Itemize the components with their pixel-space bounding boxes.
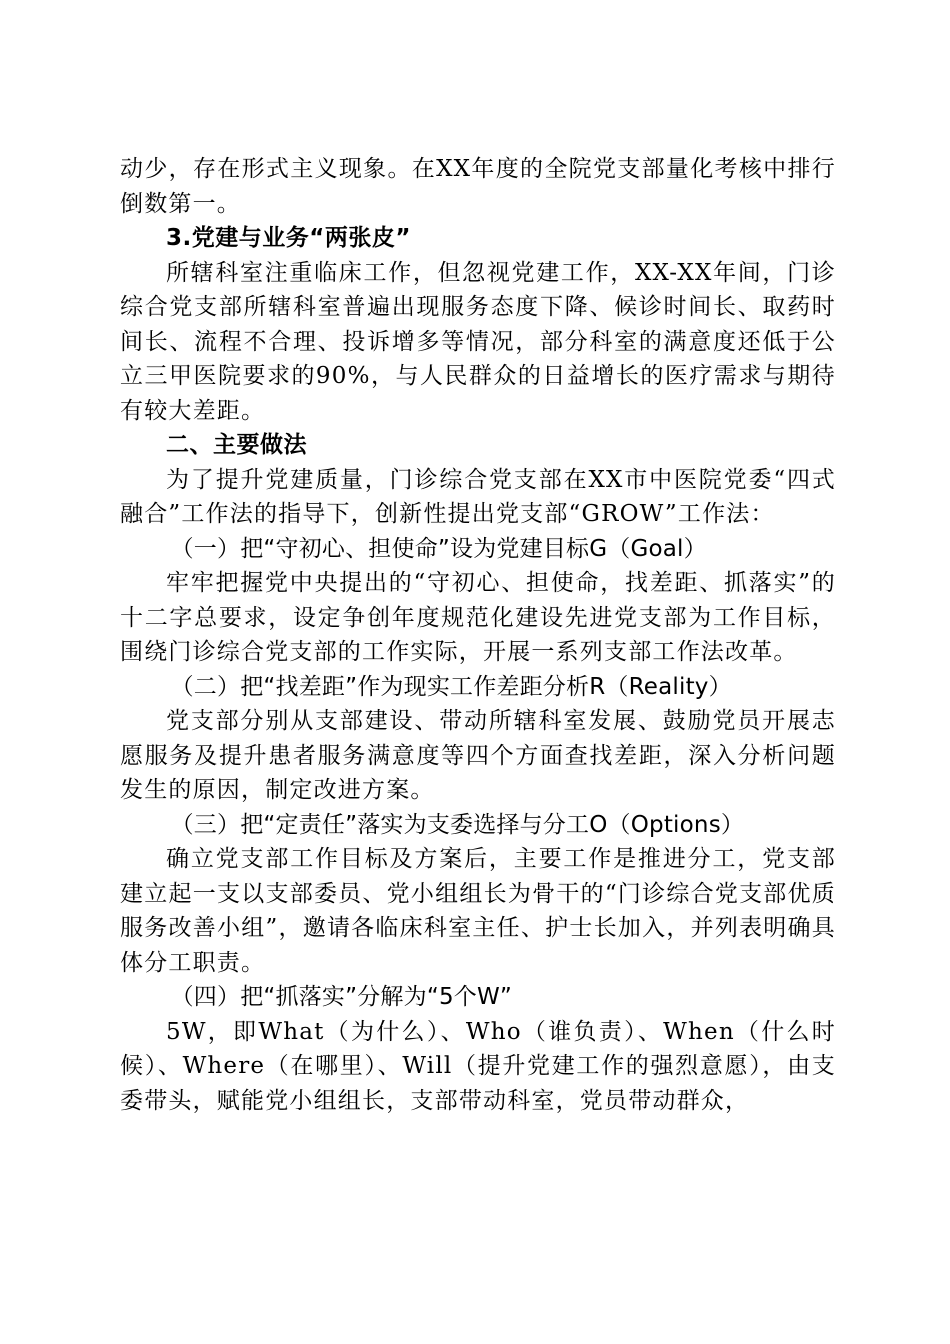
subheading-5w: （四）把“抓落实”分解为“5个W” [170, 984, 513, 1010]
paragraph-reality-body: 党支部分别从支部建设、带动所辖科室发展、鼓励党员开展志愿服务及提升患者服务满意度等四个方面查找差距，深入分析问题发生的原因，制定改进方案。 [120, 708, 836, 803]
document-page [120, 152, 836, 1118]
section-heading-two-skins: 3.党建与业务“两张皮” [166, 225, 411, 251]
paragraph-options-body: 确立党支部工作目标及方案后，主要工作是推进分工，党支部建立起一支以支部委员、党小组组长为骨干的“门诊综合党支部优质服务改善小组”，邀请各临床科室主任、护士长加入，并列表明确具体分工职责。 [120, 846, 836, 976]
subheading-reality: （二）把“找差距”作为现实工作差距分析R（Reality） [170, 673, 732, 700]
section-heading-main-practices: 二、主要做法 [166, 432, 307, 458]
subheading-goal: （一）把“守初心、担使命”设为党建目标G（Goal） [170, 535, 707, 562]
paragraph-goal-body: 牢牢把握党中央提出的“守初心、担使命，找差距、抓落实”的十二字总要求，设定争创年度规范化建设先进党支部为工作目标，围绕门诊综合党支部的工作实际，开展一系列支部工作法改革。 [120, 570, 836, 665]
paragraph-continued: 动少，存在形式主义现象。在XX年度的全院党支部量化考核中排行倒数第一。 [120, 156, 836, 217]
paragraph-grow-intro: 为了提升党建质量，门诊综合党支部在XX市中医院党委“四式融合”工作法的指导下，创新性提出党支部“GROW”工作法： [120, 466, 836, 527]
paragraph-two-skins-body: 所辖科室注重临床工作，但忽视党建工作，XX-XX年间，门诊综合党支部所辖科室普遍出现服务态度下降、候诊时间长、取药时间长、流程不合理、投诉增多等情况，部分科室的满意度还低于公立三甲医院要求的90%，与人民群众的日益增长的医疗需求与期待有较大差距。 [120, 259, 836, 424]
subheading-options: （三）把“定责任”落实为支委选择与分工O（Options） [170, 811, 745, 838]
paragraph-5w-body: 5W，即What（为什么）、Who（谁负责）、When（什么时候）、Where（在哪里）、Will（提升党建工作的强烈意愿），由支委带头，赋能党小组组长，支部带动科室，党员带动群众， [120, 1018, 836, 1114]
